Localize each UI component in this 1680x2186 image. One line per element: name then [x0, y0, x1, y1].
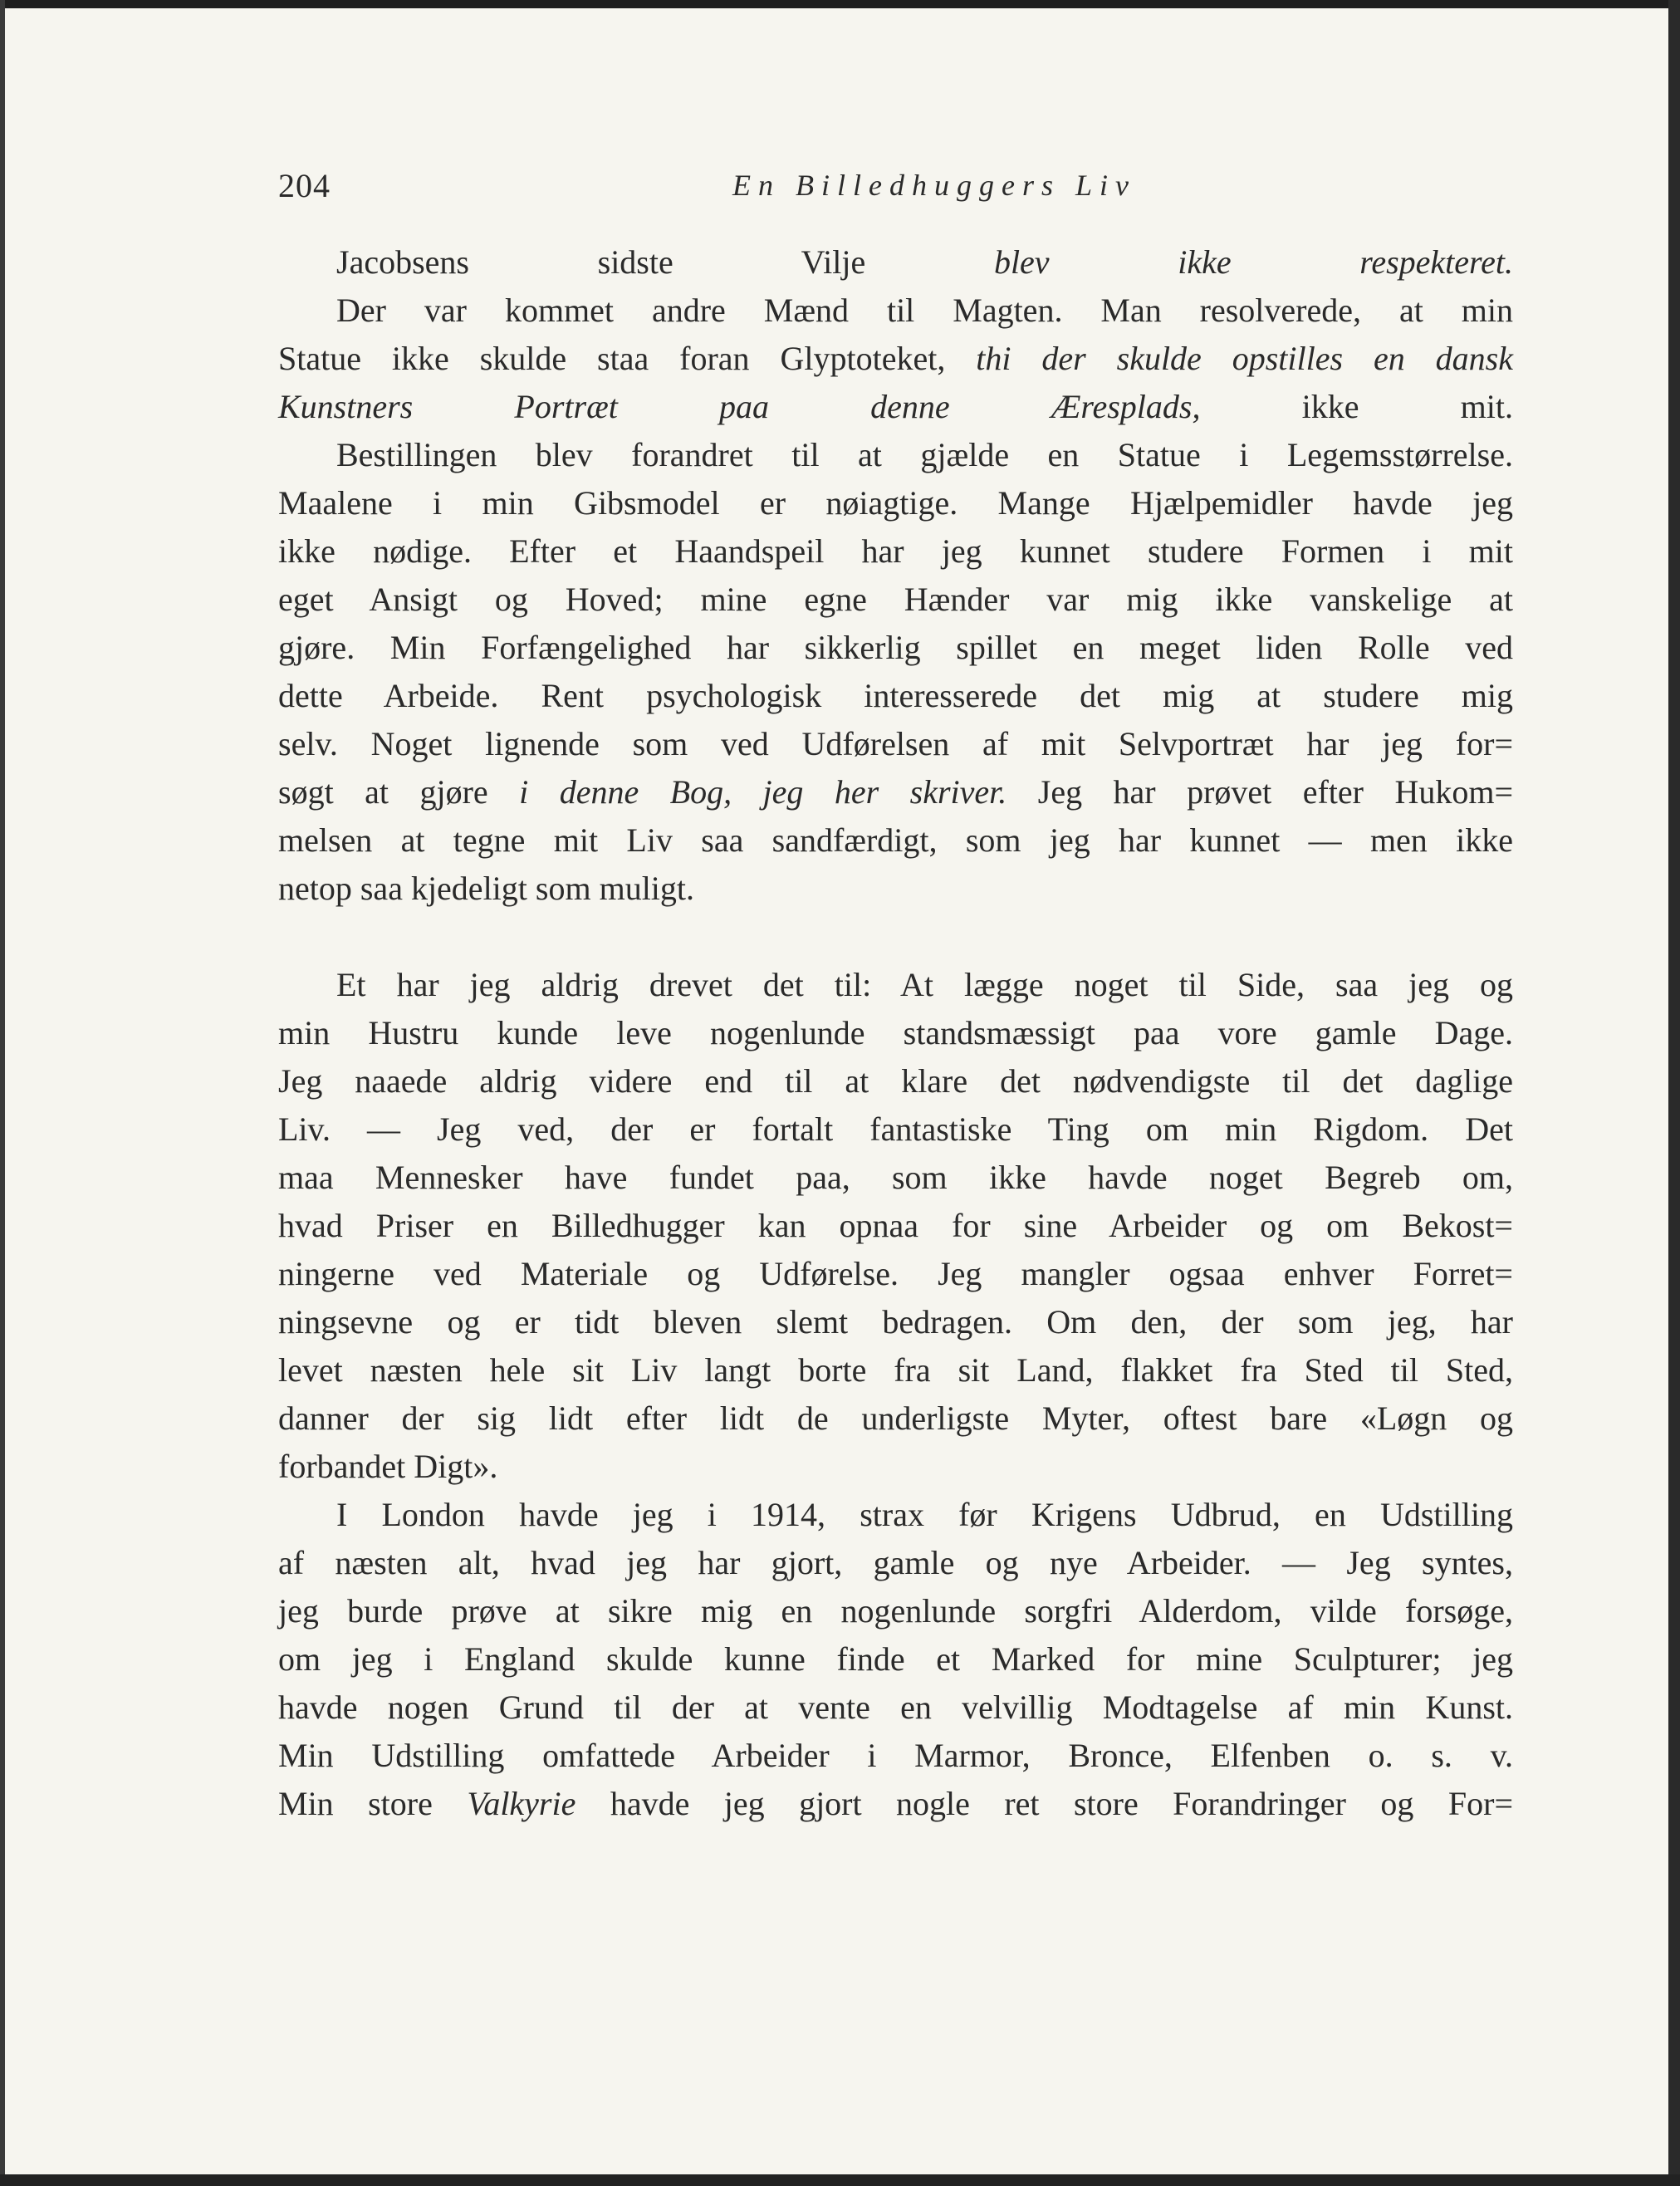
scan-border-right — [1668, 0, 1680, 2186]
text-segment: Min Udstilling omfattede Arbeider i Marmor, Bronce, Elfenben o. s. v. — [278, 1737, 1513, 1774]
italic-text: Kunstners Portræt paa denne Æresplads, — [278, 388, 1201, 425]
text-line — [278, 1250, 1513, 1298]
text-line — [278, 431, 1513, 479]
text-segment: melsen at tegne mit Liv saa sandfærdigt, som jeg har kunnet — men ikke — [278, 821, 1513, 859]
text-segment: Liv. — Jeg ved, der er fortalt fantastiske Ting om min Rigdom. Det — [278, 1110, 1513, 1148]
italic-text: i denne Bog, jeg her skriver. — [519, 773, 1007, 811]
text-line — [278, 1732, 1513, 1780]
body-text — [278, 238, 1513, 1828]
text-segment: ikke nødige. Efter et Haandspeil har jeg kunnet studere Formen i mit — [278, 532, 1513, 570]
text-segment: om jeg i England skulde kunne finde et Marked for mine Sculpturer; jeg — [278, 1640, 1513, 1678]
text-line — [278, 1009, 1513, 1057]
text-line — [278, 816, 1513, 865]
text-segment: gjøre. Min Forfængelighed har sikkerlig spillet en meget liden Rolle ved — [278, 629, 1513, 666]
text-line — [278, 335, 1513, 383]
text-line — [278, 1780, 1513, 1828]
text-line — [278, 865, 1513, 913]
text-segment: Et har jeg aldrig drevet det til: At lægge noget til Side, saa jeg og — [336, 966, 1513, 1003]
scan-border-left — [0, 0, 5, 2186]
text-line — [278, 1635, 1513, 1684]
text-segment: ningerne ved Materiale og Udførelse. Jeg mangler ogsaa enhver Forret= — [278, 1255, 1513, 1292]
text-segment: af næsten alt, hvad jeg har gjort, gamle og nye Arbeider. — Jeg syntes, — [278, 1544, 1513, 1581]
running-title: En Billedhuggers Liv — [732, 169, 1136, 202]
scan-border-top — [0, 0, 1680, 8]
text-segment: havde jeg gjort nogle ret store Forandringer og For= — [576, 1785, 1513, 1822]
text-segment: Jeg har prøvet efter Hukom= — [1007, 773, 1514, 811]
text-line — [278, 238, 1513, 287]
italic-text: thi der skulde opstilles en dansk — [976, 340, 1513, 377]
text-line — [278, 720, 1513, 768]
text-segment: min Hustru kunde leve nogenlunde standsmæssigt paa vore gamle Dage. — [278, 1014, 1513, 1051]
scan-border-bottom — [0, 2174, 1680, 2186]
text-segment: selv. Noget lignende som ved Udførelsen af mit Selvportræt har jeg for= — [278, 725, 1513, 762]
text-segment: Min store — [278, 1785, 468, 1822]
text-segment: Bestillingen blev forandret til at gjælde en Statue i Legemsstørrelse. — [336, 436, 1513, 473]
text-segment: Statue ikke skulde staa foran Glyptoteket, — [278, 340, 977, 377]
text-line — [278, 1539, 1513, 1587]
text-line — [278, 1057, 1513, 1105]
text-segment: Maalene i min Gibsmodel er nøiagtige. Mange Hjælpemidler havde jeg — [278, 484, 1513, 522]
text-segment: jeg burde prøve at sikre mig en nogenlunde sorgfri Alderdom, vilde forsøge, — [278, 1592, 1513, 1630]
page-number: 204 — [278, 167, 331, 204]
text-line — [278, 1587, 1513, 1635]
text-line — [278, 768, 1513, 816]
text-segment: I London havde jeg i 1914, strax før Krigens Udbrud, en Udstilling — [336, 1496, 1513, 1533]
text-line — [278, 527, 1513, 576]
text-segment: eget Ansigt og Hoved; mine egne Hænder var mig ikke vanskelige at — [278, 581, 1513, 618]
text-segment: levet næsten hele sit Liv langt borte fra sit Land, flakket fra Sted til Sted, — [278, 1351, 1513, 1389]
text-segment: Jacobsens sidste Vilje — [336, 243, 994, 281]
text-line — [278, 1298, 1513, 1346]
text-line — [278, 1154, 1513, 1202]
text-segment: søgt at gjøre — [278, 773, 520, 811]
text-segment: Der var kommet andre Mænd til Magten. Man resolverede, at min — [336, 292, 1513, 329]
text-line — [278, 1394, 1513, 1443]
text-line — [278, 1105, 1513, 1154]
text-segment: maa Mennesker have fundet paa, som ikke havde noget Begreb om, — [278, 1159, 1513, 1196]
text-line — [278, 1202, 1513, 1250]
text-line — [278, 287, 1513, 335]
text-line — [278, 479, 1513, 527]
text-line — [278, 1684, 1513, 1732]
text-segment: dette Arbeide. Rent psychologisk interesserede det mig at studere mig — [278, 677, 1513, 714]
text-segment: danner der sig lidt efter lidt de underligste Myter, oftest bare «Løgn og — [278, 1399, 1513, 1437]
text-line — [278, 1443, 1513, 1491]
italic-text: blev ikke respekteret. — [993, 243, 1513, 281]
text-line — [278, 383, 1513, 431]
text-segment: ikke mit. — [1200, 388, 1513, 425]
text-line — [278, 624, 1513, 672]
text-segment: ningsevne og er tidt bleven slemt bedragen. Om den, der som jeg, har — [278, 1303, 1513, 1341]
text-segment: forbandet Digt». — [278, 1448, 498, 1485]
text-line — [278, 1491, 1513, 1539]
text-segment: havde nogen Grund til der at vente en velvillig Modtagelse af min Kunst. — [278, 1689, 1513, 1726]
text-line — [278, 1346, 1513, 1394]
text-segment: netop saa kjedeligt som muligt. — [278, 870, 695, 907]
text-segment: hvad Priser en Billedhugger kan opnaa for sine Arbeider og om Bekost= — [278, 1207, 1513, 1244]
text-line — [278, 961, 1513, 1009]
text-segment: Jeg naaede aldrig videre end til at klare det nødvendigste til det daglige — [278, 1062, 1513, 1100]
text-line — [278, 576, 1513, 624]
page-header — [278, 166, 1507, 216]
text-line — [278, 672, 1513, 720]
italic-text: Valkyrie — [467, 1785, 576, 1822]
